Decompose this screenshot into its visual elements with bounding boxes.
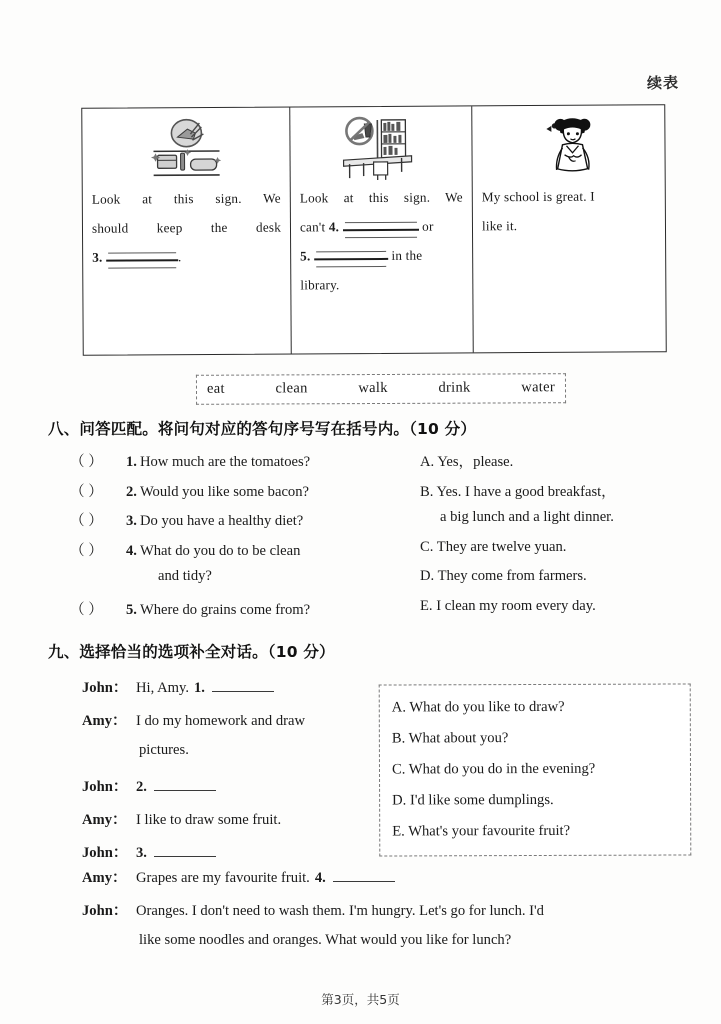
- dialogue-answer-blank-3[interactable]: [154, 843, 216, 857]
- option-c-text: What do you do in the evening?: [408, 760, 596, 778]
- answer-parenthesis-4[interactable]: （ ）: [70, 542, 103, 559]
- picture-cell-1-line1: Look at this sign. We: [91, 190, 281, 207]
- matching-question-1: [70, 450, 415, 480]
- answer-parenthesis-1[interactable]: （ ）: [70, 454, 103, 470]
- answer-e-label: E.: [420, 597, 433, 614]
- answer-b-label: B.: [420, 483, 434, 500]
- word-bank-item-5[interactable]: water: [521, 379, 556, 396]
- dialogue-line-6: [82, 866, 682, 899]
- word-bank-item-2[interactable]: clean: [275, 380, 308, 397]
- answer-b-text: Yes. I have a good breakfast，: [436, 483, 616, 500]
- word-bank: [196, 373, 566, 405]
- picture-cell-1-line2: should keep the desk: [91, 219, 282, 236]
- picture-cell-2: [290, 106, 473, 353]
- dialogue-speaker-6: Amy：: [82, 870, 127, 886]
- option-b-text: What about you?: [408, 730, 509, 747]
- dialogue-text-7: Oranges. I don't need to wash them. I'm hungry. Let's go for lunch. I'd: [136, 903, 544, 919]
- answer-e-text: I clean my room every day.: [436, 597, 596, 614]
- dialogue-blank-number-3: 3.: [136, 845, 147, 861]
- dialogue-speaker-4: Amy：: [82, 812, 127, 828]
- dialogue-answer-blank-4[interactable]: [333, 868, 395, 882]
- blank-number-3: 3.: [92, 249, 103, 265]
- dialogue-option-c[interactable]: [392, 753, 680, 785]
- dialogue-options-box: [379, 683, 692, 856]
- dialogue-speaker-7: John：: [82, 903, 128, 919]
- option-a-label: A.: [391, 699, 407, 716]
- picture-cell-3: [472, 105, 665, 352]
- matching-answer-d[interactable]: [420, 568, 690, 598]
- section-nine-heading: 九、选择恰当的选项补全对话。（10 分）: [48, 643, 335, 661]
- answer-parenthesis-5[interactable]: （ ）: [70, 601, 103, 618]
- dialogue-blank-number-4: 4.: [314, 870, 326, 886]
- blank-number-5: 5.: [300, 248, 311, 264]
- question-4-text: What do you do to be clean: [139, 542, 301, 559]
- matching-answer-e[interactable]: [420, 598, 690, 628]
- question-5-text: Where do grains come from?: [139, 601, 311, 618]
- question-3-number: 3.: [126, 513, 137, 529]
- cell-2-post: or: [422, 218, 434, 234]
- question-4-continuation: and tidy?: [158, 568, 212, 584]
- option-e-text: What's your favourite fruit?: [408, 822, 571, 840]
- picture-cell-1: [82, 108, 291, 355]
- matching-answer-a[interactable]: [420, 450, 690, 480]
- picture-cell-2-line4: library.: [300, 277, 340, 293]
- dialogue-option-a[interactable]: [392, 691, 680, 723]
- dialogue-line-4: [82, 808, 382, 841]
- picture-cell-2-line3: [300, 240, 463, 270]
- answer-b-continuation: a big lunch and a light dinner.: [440, 509, 614, 525]
- cell-2-pre: can't: [299, 219, 326, 235]
- matching-answer-c[interactable]: [420, 539, 690, 569]
- matching-question-3: [70, 509, 415, 539]
- dialogue-option-d[interactable]: [392, 784, 680, 816]
- page-footer: 第3页，共5页: [321, 992, 400, 1007]
- answer-c-text: They are twelve yuan.: [436, 538, 567, 555]
- matching-question-5: [70, 598, 415, 628]
- answer-a-label: A.: [420, 454, 435, 470]
- picture-prompt-table: [81, 104, 667, 356]
- word-bank-item-3[interactable]: walk: [358, 379, 388, 397]
- question-5-number: 5.: [126, 601, 137, 618]
- dialogue-text-7-continuation: like some noodles and oranges. What would you like for lunch?: [139, 932, 512, 948]
- answer-d-label: D.: [420, 568, 435, 584]
- matching-question-4: [70, 539, 415, 569]
- option-e-label: E.: [392, 823, 405, 840]
- option-d-label: D.: [392, 792, 407, 809]
- matching-answers-column: [420, 450, 690, 627]
- blank-number-4: 4.: [328, 219, 340, 235]
- happy-girl-icon: [481, 113, 655, 182]
- section-eight-heading: 八、问答匹配。将问句对应的答句序号写在括号内。（10 分）: [48, 420, 477, 438]
- dialogue-blank-number-2: 2.: [136, 779, 147, 795]
- answer-parenthesis-3[interactable]: （ ）: [70, 513, 103, 529]
- dialogue-text-2-continuation: pictures.: [139, 742, 189, 758]
- option-c-label: C.: [391, 761, 406, 778]
- option-b-label: B.: [391, 730, 406, 747]
- answer-blank-5[interactable]: [314, 246, 388, 262]
- word-bank-item-1[interactable]: eat: [206, 380, 225, 397]
- answer-c-label: C.: [420, 538, 434, 555]
- continued-table-label: 续表: [646, 73, 680, 93]
- matching-answer-b[interactable]: [420, 480, 690, 510]
- question-2-text: Would you like some bacon?: [139, 483, 309, 500]
- dialogue-text-1: Hi, Amy.: [136, 680, 189, 696]
- cell-2-post2: in the: [391, 247, 423, 263]
- dialogue-text-2: I do my homework and draw: [136, 713, 306, 729]
- dialogue-option-e[interactable]: [392, 815, 680, 847]
- dialogue-speaker-2: Amy：: [82, 713, 127, 729]
- question-1-text: How much are the tomatoes?: [139, 454, 311, 470]
- picture-cell-2-line1: Look at this sign. We: [299, 189, 463, 206]
- picture-cell-3-line1: My school is great. I: [481, 188, 595, 205]
- question-2-number: 2.: [126, 483, 137, 500]
- question-4-number: 4.: [126, 542, 137, 559]
- picture-cell-3-line2: like it.: [481, 218, 518, 234]
- answer-d-text: They come from farmers.: [437, 568, 587, 584]
- answer-a-text: Yes，please.: [437, 454, 514, 470]
- dialogue-line-2: [82, 709, 382, 742]
- dialogue-line-7: [82, 899, 682, 932]
- dialogue-option-b[interactable]: [392, 722, 680, 754]
- dialogue-tail-block: [82, 866, 682, 965]
- picture-cell-2-line2: [300, 211, 463, 241]
- answer-blank-3[interactable]: [106, 247, 178, 263]
- question-1-number: 1.: [126, 454, 137, 470]
- answer-blank-4[interactable]: [343, 217, 419, 233]
- question-3-text: Do you have a healthy diet?: [139, 513, 304, 529]
- tidy-desk-sign-icon: [91, 116, 280, 185]
- matching-question-2: [70, 480, 415, 510]
- cell-1-end-punct: .: [177, 249, 182, 265]
- word-bank-item-4[interactable]: drink: [438, 379, 471, 396]
- dialogue-speaker-1: John：: [82, 680, 128, 696]
- dialogue-line-3: [82, 775, 382, 808]
- dialogue-line-1: [82, 676, 382, 709]
- dialogue-text-4: I like to draw some fruit.: [136, 812, 282, 828]
- dialogue-answer-blank-2[interactable]: [154, 777, 216, 791]
- no-eating-drinking-library-sign-icon: [299, 114, 462, 183]
- dialogue-blank-number-1: 1.: [193, 680, 205, 696]
- option-a-text: What do you like to draw?: [409, 698, 565, 716]
- answer-parenthesis-2[interactable]: （ ）: [70, 483, 103, 500]
- dialogue-block: [82, 676, 382, 874]
- picture-cell-1-blank-line: [92, 242, 281, 272]
- matching-questions-column: [70, 450, 415, 627]
- dialogue-text-6: Grapes are my favourite fruit.: [136, 870, 310, 886]
- dialogue-answer-blank-1[interactable]: [212, 678, 274, 692]
- dialogue-speaker-5: John：: [82, 845, 128, 861]
- option-d-text: I'd like some dumplings.: [409, 791, 554, 809]
- dialogue-speaker-3: John：: [82, 779, 128, 795]
